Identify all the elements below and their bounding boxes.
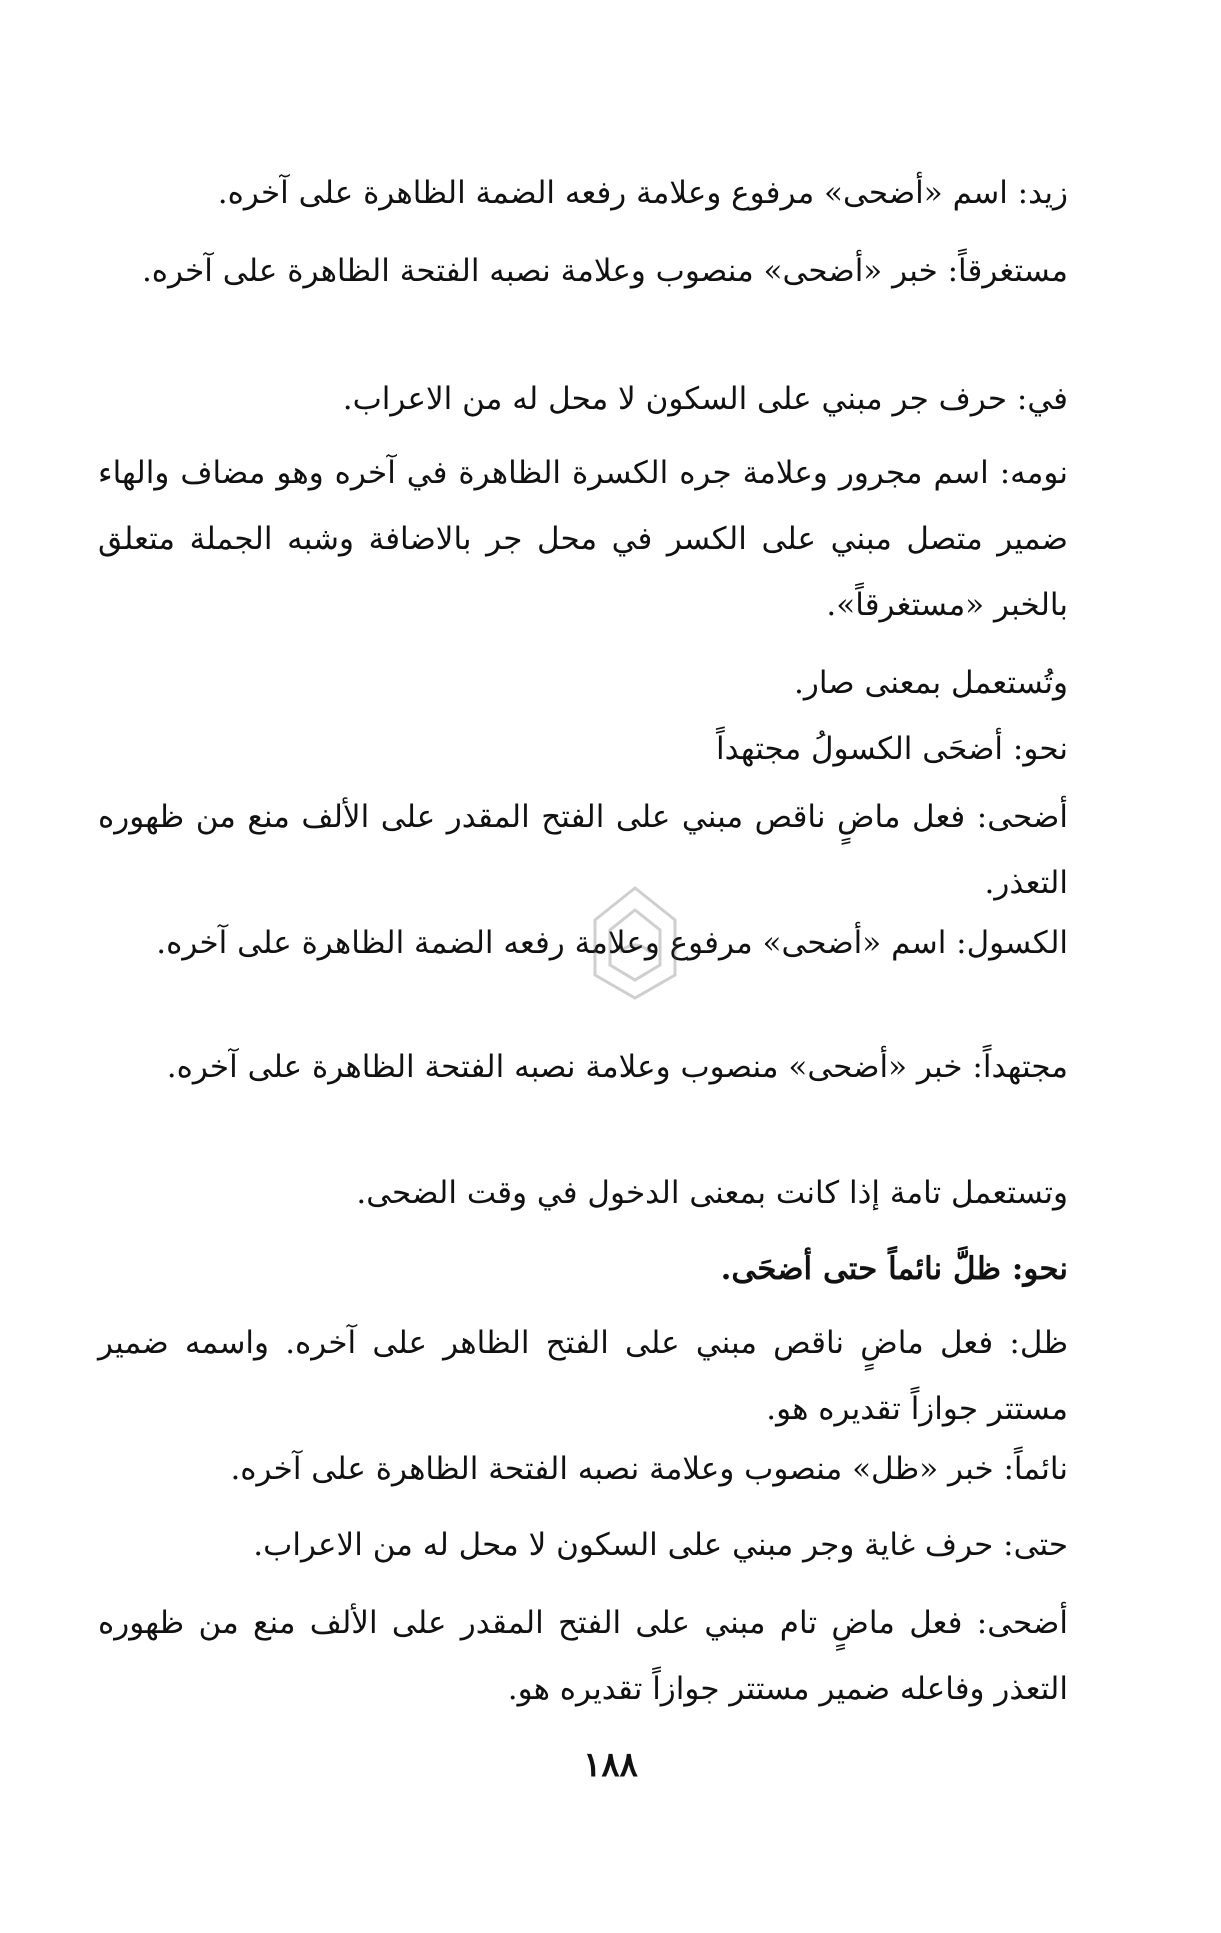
paragraph-6: نحو: أضحَى الكسولُ مجتهداً xyxy=(716,731,1068,767)
paragraph-12: ظل: فعل ماضٍ ناقص مبني على الفتح الظاهر على آخره. واسمه ضمير مستتر جوازاً تقديره هو. xyxy=(98,1325,1068,1427)
paragraph-10: وتستعمل تامة إذا كانت بمعنى الدخول في وقت الضحى. xyxy=(356,1175,1068,1211)
paragraph-1: زيد: اسم «أضحى» مرفوع وعلامة رفعه الضمة الظاهرة على آخره. xyxy=(217,175,1068,211)
paragraph-8: الكسول: اسم «أضحى» مرفوع وعلامة رفعه الضمة الظاهرة على آخره. xyxy=(156,925,1068,961)
paragraph-14: حتى: حرف غاية وجر مبني على السكون لا محل له من الاعراب. xyxy=(253,1527,1068,1563)
paragraph-2: مستغرقاً: خبر «أضحى» منصوب وعلامة نصبه الفتحة الظاهرة على آخره. xyxy=(141,253,1068,289)
paragraph-9: مجتهداً: خبر «أضحى» منصوب وعلامة نصبه الفتحة الظاهرة على آخره. xyxy=(166,1049,1068,1085)
paragraph-5: وتُستعمل بمعنى صار. xyxy=(794,665,1068,701)
paragraph-4: نومه: اسم مجرور وعلامة جره الكسرة الظاهرة في آخره وهو مضاف والهاء ضمير متصل مبني على الكسر في محل جر بالاضافة وشبه الجملة متعلق بالخبر «مستغرقاً». xyxy=(98,455,1068,623)
paragraph-15: أضحى: فعل ماضٍ تام مبني على الفتح المقدر على الألف منع من ظهوره التعذر وفاعله ضمير مستتر جوازاً تقديره هو. xyxy=(98,1605,1068,1707)
paragraph-7: أضحى: فعل ماضٍ ناقص مبني على الفتح المقدر على الألف منع من ظهوره التعذر. xyxy=(98,799,1068,901)
page-number: ١٨٨ xyxy=(583,1745,638,1785)
paragraph-3: في: حرف جر مبني على السكون لا محل له من الاعراب. xyxy=(342,381,1068,417)
paragraph-11: نحو: ظلَّ نائماً حتى أضحَى. xyxy=(720,1251,1068,1287)
paragraph-13: نائماً: خبر «ظل» منصوب وعلامة نصبه الفتحة الظاهرة على آخره. xyxy=(230,1451,1068,1487)
